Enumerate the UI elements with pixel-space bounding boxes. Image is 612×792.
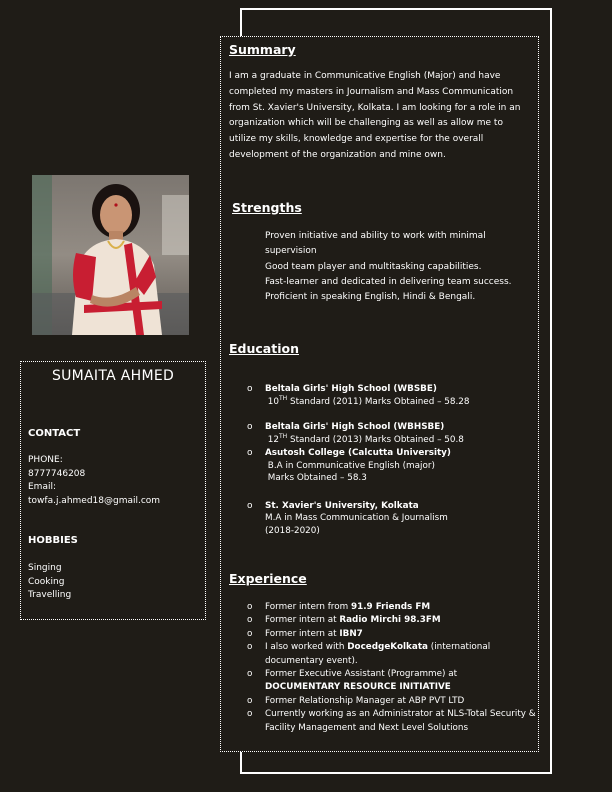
strength-item: Proficient in speaking English, Hindi & Bengali.	[265, 292, 476, 303]
education-detail: 12TH Standard (2013) Marks Obtained – 50.8	[267, 432, 464, 445]
experience-list	[247, 601, 537, 735]
experience-item: o Currently working as an Administrator at NLS-Total Security & Facility Management and Next Level Solutions	[247, 709, 536, 733]
strength-item: Good team player and multitasking capabilities.	[265, 261, 482, 272]
education-heading: Education	[229, 341, 299, 356]
bullet-icon: o	[247, 628, 253, 639]
email-address: towfa.j.ahmed18@gmail.com	[28, 495, 161, 506]
bullet-icon: o	[247, 422, 253, 432]
main-content-panel	[220, 36, 539, 752]
school-name: Beltala Girls' High School (WBHSBE)	[265, 422, 445, 432]
hobby-item: Singing	[28, 563, 62, 573]
strengths-list	[265, 229, 527, 305]
experience-item: o Former intern at Radio Mirchi 98.3FM	[247, 614, 537, 627]
strengths-heading: Strengths	[232, 200, 302, 215]
education-item	[247, 500, 527, 538]
bullet-icon: o	[247, 500, 253, 511]
phone-number: 8777746208	[28, 468, 86, 479]
contact-heading: CONTACT	[28, 428, 81, 439]
strength-item: Proven initiative and ability to work with minimal supervision	[265, 231, 486, 257]
experience-item: o Former Relationship Manager at ABP PVT LTD	[247, 695, 537, 708]
candidate-name: SUMAITA AHMED	[51, 368, 175, 384]
education-item	[247, 421, 527, 446]
education-item	[247, 383, 527, 408]
email-label: Email:	[28, 482, 57, 492]
hobbies-heading: HOBBIES	[28, 535, 78, 546]
bullet-icon: o	[247, 709, 253, 720]
school-name: Beltala Girls' High School (WBSBE)	[265, 384, 437, 394]
summary-heading: Summary	[229, 42, 296, 57]
school-name: St. Xavier's University, Kolkata	[265, 500, 419, 511]
hobby-item: Cooking	[28, 576, 65, 587]
school-name: Asutosh College (Calcutta University)	[265, 448, 451, 458]
bullet-icon: o	[247, 695, 253, 706]
education-detail: Marks Obtained – 58.3	[267, 473, 367, 483]
bullet-icon: o	[247, 448, 253, 458]
experience-item: o I also worked with DocedgeKolkata (international documentary event).	[247, 642, 491, 666]
profile-photo	[32, 175, 189, 335]
bullet-icon: o	[247, 642, 253, 653]
hobby-item: Travelling	[28, 590, 72, 600]
bullet-icon: o	[247, 384, 253, 394]
bullet-icon: o	[247, 602, 253, 612]
experience-item: o Former Executive Assistant (Programme) at DOCUMENTARY RESOURCE INITIATIVE	[247, 669, 458, 693]
education-detail: M.A in Mass Communication & Journalism	[265, 513, 448, 523]
experience-item: o Former intern at IBN7	[247, 628, 537, 641]
bullet-icon: o	[247, 669, 253, 680]
education-detail: (2018-2020)	[265, 525, 320, 536]
education-item	[247, 447, 527, 485]
education-detail: 10TH Standard (2011) Marks Obtained – 58.28	[267, 394, 470, 407]
summary-text: I am a graduate in Communicative English (Major) and have completed my masters in Journalism and Mass Communication from St. Xavier's University, Kolkata. I am looking for a role in an organization which will be challenging as well as allow me to utilize my skills, knowledge and expertise for the overall development of the organization and mine own.	[229, 71, 521, 160]
bullet-icon: o	[247, 615, 253, 626]
experience-item: o Former intern from 91.9 Friends FM	[247, 601, 537, 614]
profile-sidebar	[20, 361, 206, 620]
phone-label: PHONE:	[28, 455, 63, 465]
education-list	[247, 383, 527, 537]
education-detail: B.A in Communicative English (major)	[267, 460, 435, 471]
experience-heading: Experience	[229, 571, 307, 586]
strength-item: Fast-learner and dedicated in delivering team success.	[265, 276, 512, 287]
portrait-illustration	[32, 175, 189, 335]
